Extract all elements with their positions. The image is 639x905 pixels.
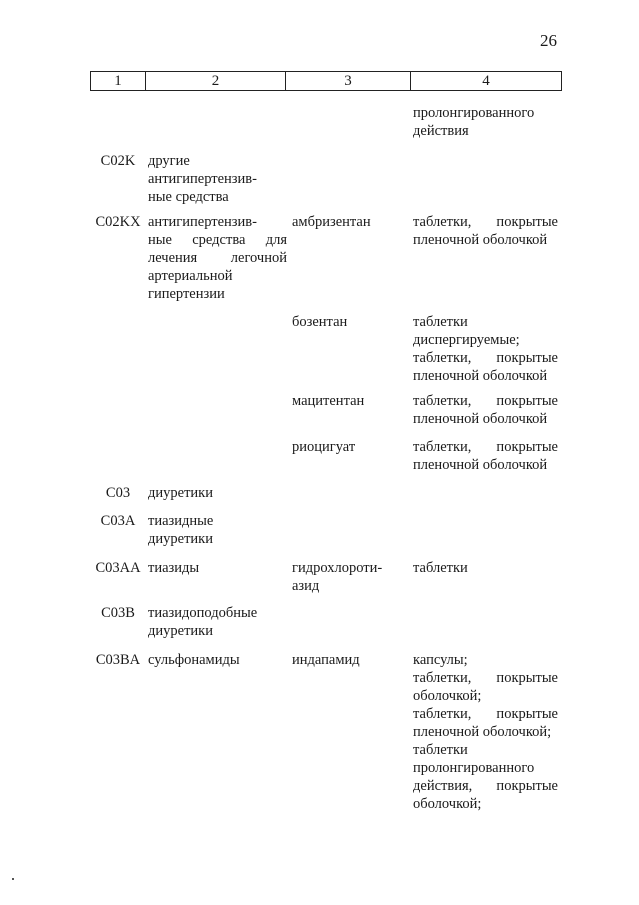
drug-name-line: бозентан: [292, 314, 348, 330]
dosage-form-line: диспергируемые;: [413, 332, 520, 348]
group-name-line: тиазидоподобные: [148, 605, 258, 621]
dosage-form: [413, 313, 558, 385]
dosage-form-line: таблетки: [413, 314, 468, 330]
drug-name-line: гидрохлороти-: [292, 560, 383, 576]
dosage-form-line: оболочкой;: [413, 688, 482, 704]
dosage-form-line: таблетки: [413, 560, 468, 576]
group-name-line: артериальной: [148, 268, 233, 284]
dosage-form-line: таблетки, покрытые: [413, 706, 558, 722]
group-name-line: тиазидные: [148, 513, 214, 529]
drug-name-line: индапамид: [292, 652, 360, 668]
dosage-form-line: пролонгированного: [413, 105, 535, 121]
group-name: [148, 604, 287, 640]
group-name: [148, 484, 287, 502]
group-name-line: гипертензии: [148, 286, 225, 302]
page-number: 26: [540, 31, 557, 50]
group-name-line: диуретики: [148, 623, 213, 639]
table-header: [90, 71, 562, 91]
dosage-form-line: оболочкой;: [413, 796, 482, 812]
drug-name: [292, 559, 404, 595]
header-col-3: 3: [285, 72, 410, 90]
atc-code: C03B: [101, 605, 135, 621]
dosage-form-line: таблетки, покрытые: [413, 214, 558, 230]
dosage-form-line: капсулы;: [413, 652, 468, 668]
dosage-form-line: таблетки, покрытые: [413, 350, 558, 366]
dosage-form-line: таблетки, покрытые: [413, 393, 558, 409]
dosage-form-line: действия, покрытые: [413, 778, 558, 794]
dosage-form-line: пролонгированного: [413, 760, 535, 776]
group-name: [148, 651, 287, 669]
drug-name: [292, 651, 404, 669]
group-name-line: диуретики: [148, 485, 213, 501]
drug-name-line: мацитентан: [292, 393, 365, 409]
atc-code: C03BA: [95, 652, 141, 668]
atc-code: C02K: [100, 153, 136, 169]
header-col-2: 2: [145, 72, 285, 90]
group-name-line: антигипертензив-: [148, 171, 257, 187]
dosage-form: [413, 213, 558, 249]
header-col-1: 1: [90, 72, 145, 90]
group-name: [148, 559, 287, 577]
group-name-line: тиазиды: [148, 560, 200, 576]
atc-code: C03AA: [95, 560, 141, 576]
dosage-form: [413, 438, 558, 474]
dosage-form-line: действия: [413, 123, 469, 139]
group-name: [148, 152, 287, 206]
atc-code: C02KX: [95, 214, 141, 230]
group-name: [148, 213, 287, 303]
atc-code: C03A: [100, 513, 136, 529]
dosage-form: [413, 392, 558, 428]
group-name-line: ные средства: [148, 189, 229, 205]
dosage-form: [413, 559, 558, 577]
drug-name-line: риоцигуат: [292, 439, 356, 455]
drug-name: [292, 438, 404, 456]
group-name: [148, 512, 287, 548]
dosage-form-line: пленочной оболочкой: [413, 457, 548, 473]
header-col-4: 4: [410, 72, 562, 90]
dosage-form-line: пленочной оболочкой;: [413, 724, 552, 740]
group-name-line: антигипертензив-: [148, 214, 257, 230]
group-name-line: диуретики: [148, 531, 213, 547]
drug-name: [292, 313, 404, 331]
atc-code: C03: [105, 485, 131, 501]
dosage-form: [413, 651, 558, 813]
dosage-form: [413, 104, 558, 140]
dosage-form-line: таблетки: [413, 742, 468, 758]
group-name-line: лечения легочной: [148, 250, 287, 266]
dosage-form-line: таблетки, покрытые: [413, 439, 558, 455]
group-name-line: ные средства для: [148, 232, 287, 248]
dosage-form-line: таблетки, покрытые: [413, 670, 558, 686]
dosage-form-line: пленочной оболочкой: [413, 368, 548, 384]
drug-name-line: азид: [292, 578, 320, 594]
dosage-form-line: пленочной оболочкой: [413, 232, 548, 248]
dosage-form-line: пленочной оболочкой: [413, 411, 548, 427]
drug-name-line: амбризентан: [292, 214, 371, 230]
scan-speck: [12, 878, 14, 880]
drug-name: [292, 392, 404, 410]
group-name-line: другие: [148, 153, 190, 169]
drug-name: [292, 213, 404, 231]
group-name-line: сульфонамиды: [148, 652, 240, 668]
